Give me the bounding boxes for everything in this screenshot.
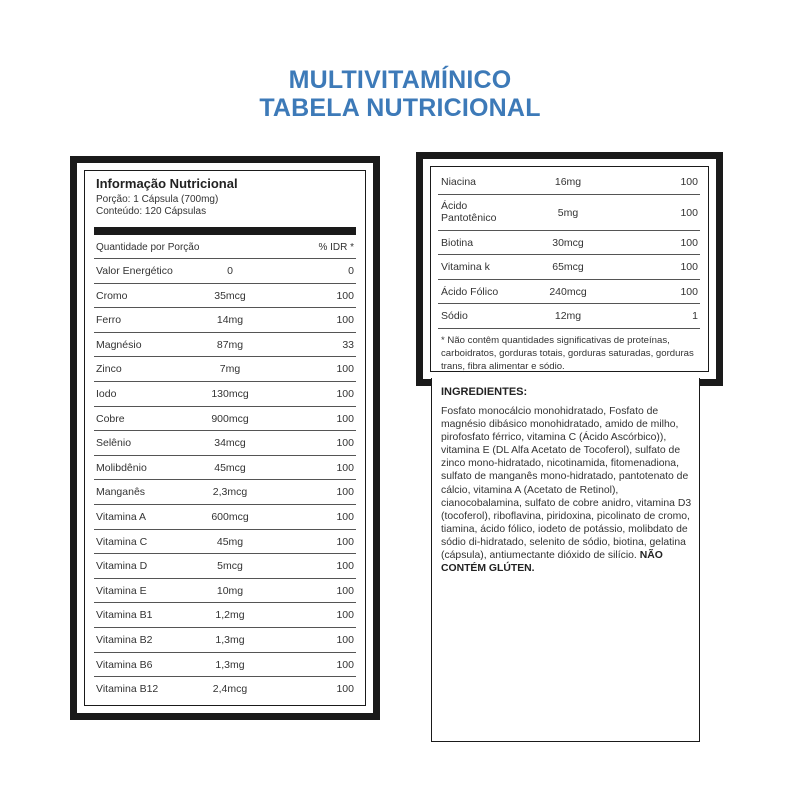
- nutrient-amount: 5mg: [557, 206, 579, 219]
- nutrient-amount: 130mcg: [211, 387, 249, 400]
- nutrient-name: Vitamina A: [96, 510, 147, 523]
- content-text: Conteúdo: 120 Cápsulas: [96, 206, 207, 217]
- nutrient-idr: 100: [336, 437, 354, 450]
- nutrient-amount: 0: [227, 265, 233, 277]
- nutrient-amount: 1,3mg: [215, 633, 245, 646]
- nutrient-name: Valor Energético: [96, 265, 173, 277]
- nutrient-idr: 33: [342, 338, 354, 351]
- nutrient-amount: 7mg: [219, 363, 241, 376]
- nutrient-row: [438, 231, 700, 256]
- nutrient-idr: 100: [336, 633, 354, 646]
- nutrient-amount: 900mcg: [211, 412, 249, 425]
- nutrient-amount: 45mg: [216, 535, 244, 548]
- nutrition-info-title: Informação Nutricional: [96, 176, 238, 191]
- nutrition-table-left: [94, 258, 356, 701]
- nutrient-amount: 2,3mcg: [212, 486, 248, 499]
- nutrient-row: [94, 356, 356, 381]
- nutrient-name: Molibdênio: [96, 461, 147, 474]
- nutrient-row: [94, 258, 356, 283]
- nutrient-idr: 100: [336, 387, 354, 400]
- nutrient-amount: 34mcg: [214, 437, 246, 450]
- nutrient-row: [94, 504, 356, 529]
- nutrient-amount: 16mg: [554, 176, 582, 188]
- nutrient-row: [94, 578, 356, 603]
- nutrient-row: [94, 602, 356, 627]
- nutrient-idr: 100: [680, 285, 698, 298]
- footnote: * Não contêm quantidades significativas de proteínas, carboidratos, gorduras totais, gorduras saturadas, gorduras trans, fibra alimentar e sódio.: [441, 335, 694, 372]
- nutrient-row: [94, 381, 356, 406]
- nutrient-name: Selênio: [96, 437, 132, 450]
- nutrient-idr: 100: [336, 510, 354, 523]
- page-title: MULTIVITAMÍNICO: [288, 66, 512, 94]
- nutrient-row: [438, 195, 700, 231]
- nutrient-idr: 100: [336, 461, 354, 474]
- nutrient-idr: 100: [336, 412, 354, 425]
- nutrient-row: [94, 430, 356, 455]
- nutrient-idr: 100: [680, 176, 698, 188]
- nutrient-row: [94, 676, 356, 701]
- nutrient-idr: 100: [680, 206, 698, 219]
- nutrient-amount: 1,2mg: [215, 609, 245, 622]
- nutrient-name: Vitamina k: [441, 261, 490, 273]
- nutrient-amount: 10mg: [216, 584, 244, 597]
- nutrient-name: Magnésio: [96, 338, 142, 351]
- qty-per-portion-label: Quantidade por Porção: [96, 242, 200, 253]
- nutrient-name: Niacina: [441, 176, 477, 188]
- nutrient-row: [94, 652, 356, 677]
- page-subtitle: TABELA NUTRICIONAL: [259, 94, 541, 122]
- nutrient-amount: 35mcg: [214, 289, 246, 302]
- nutrient-name: Cobre: [96, 412, 125, 425]
- gluten-note: NÃO CONTÉM GLÚTEN.: [441, 550, 663, 575]
- nutrient-name: Ferro: [96, 314, 122, 327]
- nutrient-amount: 14mg: [216, 314, 244, 327]
- nutrient-name: Sódio: [441, 310, 468, 322]
- nutrient-idr: 100: [336, 535, 354, 548]
- nutrient-amount: 65mcg: [552, 261, 584, 273]
- nutrient-name: Vitamina D: [96, 560, 148, 573]
- nutrient-name: Vitamina E: [96, 584, 147, 597]
- nutrient-row: [94, 455, 356, 480]
- nutrient-row: [94, 332, 356, 357]
- nutrient-idr: 100: [680, 261, 698, 273]
- table-header: [96, 242, 354, 253]
- nutrient-name: Zinco: [96, 363, 122, 376]
- nutrient-idr: 0: [348, 265, 354, 277]
- nutrient-idr: 100: [336, 584, 354, 597]
- nutrient-name: Vitamina B1: [96, 609, 153, 622]
- nutrient-name: Vitamina C: [96, 535, 148, 548]
- nutrient-name: Cromo: [96, 289, 128, 302]
- nutrient-amount: 12mg: [554, 310, 582, 322]
- nutrient-idr: 100: [336, 289, 354, 302]
- nutrient-row: [94, 627, 356, 652]
- nutrient-row: [94, 283, 356, 308]
- ingredients-list: Fosfato monocálcio monohidratado, Fosfato de magnésio dibásico monohidratado, amido de milho, pirofosfato férrico, vitamina C (Ácido Ascórbico)), vitamina E (DL Alfa Acetato de Tocoferol), sulfato de zinco mono-hidratado, nicotinamida, fitomenadiona, sulfato de manganês mono-hidratado, pantotenato de cálcio, vitamina A (Acetato de Retinol), cianocobalamina, sulfato de cobre anidro, vitamina D3 (tocoferol), riboflavina, piridoxina, picolinato de cromo, tiamina, ácido fólico, iodeto de potássio, molibdato de sódio di-hidratado, selenito de sódio, biotina, gelatina (cápsula), antiumectante dióxido de silício.: [441, 406, 692, 562]
- nutrient-name: Manganês: [96, 486, 146, 499]
- nutrient-row: [438, 255, 700, 280]
- divider-thick: [94, 227, 356, 235]
- idr-label: % IDR *: [318, 242, 354, 253]
- nutrition-table-right: [438, 170, 700, 329]
- nutrient-idr: 100: [336, 683, 354, 696]
- nutrient-idr: 100: [336, 363, 354, 376]
- nutrient-amount: 30mcg: [552, 236, 584, 249]
- nutrient-name: Vitamina B2: [96, 633, 153, 646]
- nutrient-name: Vitamina B6: [96, 658, 153, 671]
- nutrient-row: [94, 553, 356, 578]
- nutrient-name: Ácido Fólico: [441, 285, 499, 298]
- nutrient-amount: 600mcg: [211, 510, 249, 523]
- nutrient-amount: 87mg: [216, 338, 244, 351]
- nutrient-amount: 1,3mg: [215, 658, 245, 671]
- nutrient-name: Ácido Pantotênico: [441, 199, 497, 224]
- nutrient-name: Vitamina B12: [96, 683, 159, 696]
- nutrient-idr: 100: [336, 609, 354, 622]
- nutrient-amount: 45mcg: [214, 461, 246, 474]
- nutrient-row: [438, 170, 700, 195]
- nutrient-amount: 2,4mcg: [212, 683, 248, 696]
- nutrient-row: [94, 529, 356, 554]
- nutrient-idr: 100: [336, 560, 354, 573]
- ingredients-text: [441, 405, 695, 575]
- nutrient-amount: 240mcg: [549, 285, 587, 298]
- nutrient-row: [438, 280, 700, 305]
- nutrient-idr: 100: [336, 314, 354, 327]
- nutrient-row: [94, 307, 356, 332]
- nutrient-row: [438, 304, 700, 329]
- nutrient-idr: 100: [336, 486, 354, 499]
- nutrient-name: Iodo: [96, 387, 117, 400]
- nutrient-row: [94, 479, 356, 504]
- nutrient-idr: 1: [692, 310, 698, 322]
- ingredients-title: INGREDIENTES:: [441, 386, 528, 398]
- nutrient-idr: 100: [680, 236, 698, 249]
- nutrient-idr: 100: [336, 658, 354, 671]
- nutrient-amount: 5mcg: [217, 560, 243, 573]
- nutrient-name: Biotina: [441, 236, 474, 249]
- portion-text: Porção: 1 Cápsula (700mg): [96, 194, 219, 205]
- nutrient-row: [94, 406, 356, 431]
